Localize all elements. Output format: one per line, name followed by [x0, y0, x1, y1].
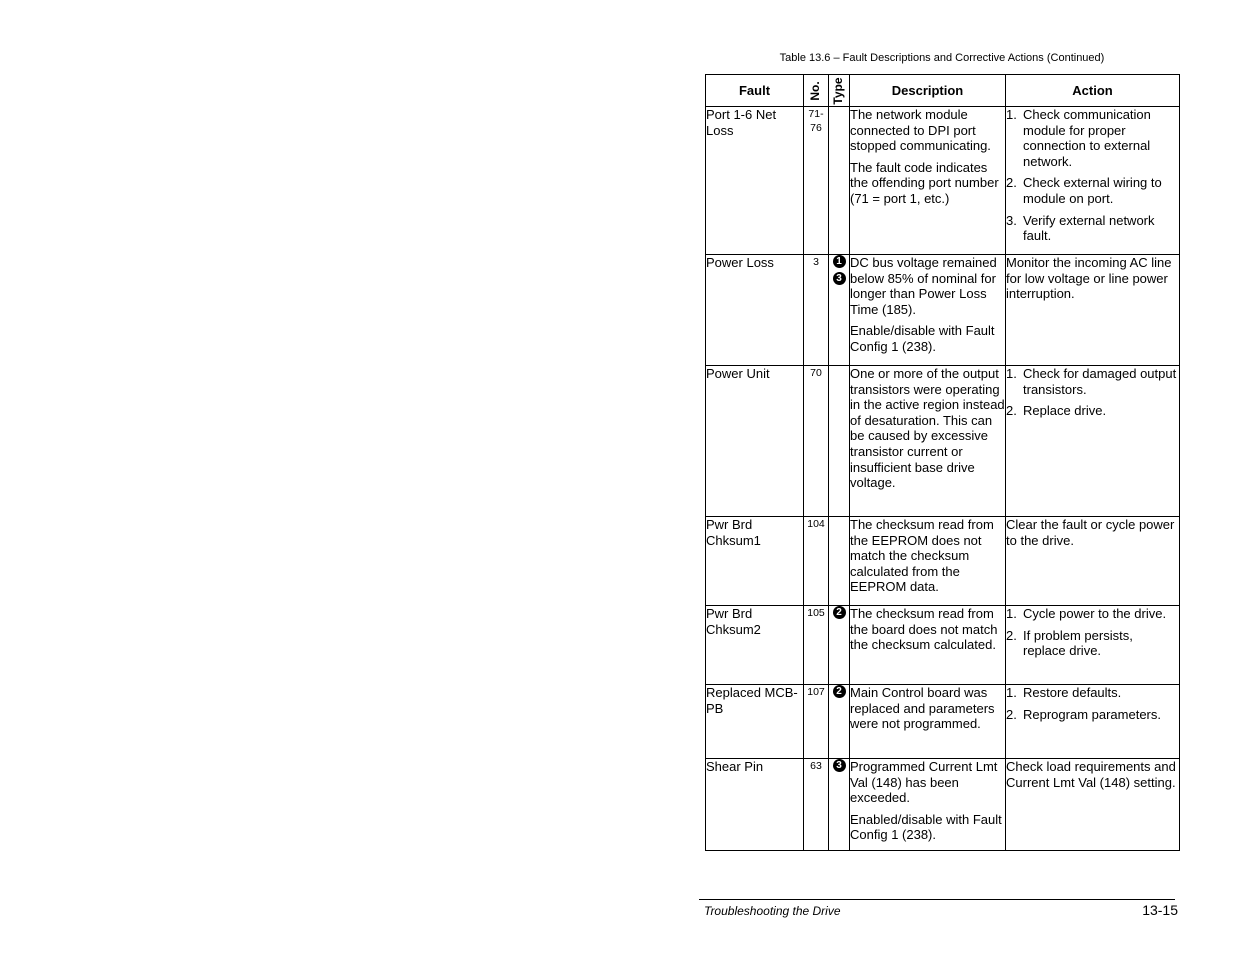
header-type-label: Type — [831, 76, 846, 105]
fault-type-cell — [829, 517, 850, 606]
fault-type-cell — [829, 366, 850, 517]
action-item-number: 1. — [1006, 107, 1017, 122]
fault-type-cell — [829, 759, 850, 851]
action-item — [1006, 628, 1179, 659]
action-item-number: 2. — [1006, 175, 1017, 191]
fault-number: 107 — [804, 685, 829, 759]
fault-number: 63 — [804, 759, 829, 851]
action-item-text: Check communication module for proper connection to external network. — [1023, 107, 1151, 169]
action-item — [1006, 707, 1179, 723]
action-item — [1006, 606, 1179, 622]
fault-type-cell — [829, 107, 850, 255]
action-item-text: Verify external network fault. — [1023, 212, 1155, 244]
action-item — [1006, 107, 1179, 169]
action-item-number: 1. — [1006, 685, 1017, 700]
fault-description — [850, 107, 1006, 255]
fault-description — [850, 759, 1006, 851]
action-item — [1006, 366, 1179, 397]
fault-action — [1006, 517, 1180, 606]
table-row — [706, 255, 1180, 366]
action-list — [1006, 107, 1179, 244]
description-paragraph: Enable/disable with Fault Config 1 (238). — [850, 323, 995, 354]
description-paragraph: DC bus voltage remained below 85% of nominal for longer than Power Loss Time (185). — [850, 255, 997, 317]
table-caption: Table 13.6 – Fault Descriptions and Corrective Actions (Continued) — [779, 52, 1105, 64]
action-item-number: 1. — [1006, 366, 1017, 381]
action-item-text: Cycle power to the drive. — [1023, 606, 1167, 621]
action-item — [1006, 403, 1179, 419]
fault-action — [1006, 107, 1180, 255]
action-list — [1006, 685, 1179, 722]
action-item-number: 2. — [1006, 627, 1017, 643]
description-paragraph: The network module connected to DPI port stopped communicating. — [850, 107, 991, 154]
action-list — [1006, 366, 1179, 419]
description-paragraph: The checksum read from the board does not match the checksum calculated. — [850, 606, 998, 653]
action-item-text: Check external wiring to module on port. — [1023, 175, 1162, 206]
fault-number: 3 — [804, 255, 829, 366]
description-paragraph: The fault code indicates the offending port number (71 = port 1, etc.) — [850, 159, 999, 206]
header-action: Action — [1006, 75, 1180, 107]
fault-name: Pwr Brd Chksum1 — [706, 517, 804, 606]
action-item-number: 3. — [1006, 212, 1017, 228]
action-item — [1006, 213, 1179, 244]
fault-action — [1006, 685, 1180, 759]
action-item-number: 2. — [1006, 403, 1017, 419]
description-paragraph: The checksum read from the EEPROM does not match the checksum calculated from the EEPROM data. — [850, 517, 994, 595]
fault-description — [850, 366, 1006, 517]
fault-number: 70 — [804, 366, 829, 517]
fault-action — [1006, 255, 1180, 366]
type-badge: 3 — [833, 272, 846, 285]
table-row — [706, 759, 1180, 851]
fault-name: Pwr Brd Chksum2 — [706, 606, 804, 685]
fault-name: Shear Pin — [706, 759, 804, 851]
action-item — [1006, 175, 1179, 206]
fault-action — [1006, 606, 1180, 685]
type-badge: 3 — [833, 759, 846, 772]
header-type — [829, 75, 850, 107]
fault-action — [1006, 759, 1180, 851]
action-item — [1006, 685, 1179, 701]
fault-name: Port 1-6 Net Loss — [706, 107, 804, 255]
table-row — [706, 685, 1180, 759]
action-item-text: Check for damaged output transistors. — [1023, 366, 1177, 397]
action-item-text: Restore defaults. — [1023, 685, 1122, 700]
page-number: 13-15 — [1142, 902, 1178, 918]
fault-name: Power Unit — [706, 366, 804, 517]
table-row — [706, 107, 1180, 255]
fault-table-body — [706, 107, 1180, 851]
table-row — [706, 366, 1180, 517]
action-item-number: 2. — [1006, 706, 1017, 722]
action-item-text: Replace drive. — [1023, 403, 1107, 419]
fault-number: 104 — [804, 517, 829, 606]
action-item-number: 1. — [1006, 606, 1017, 621]
action-item-text: If problem persists, replace drive. — [1023, 627, 1133, 659]
fault-type-cell — [829, 255, 850, 366]
action-text: Check load requirements and Current Lmt Val (148) setting. — [1006, 759, 1176, 790]
action-text: Monitor the incoming AC line for low voltage or line power interruption. — [1006, 255, 1172, 302]
fault-number: 105 — [804, 606, 829, 685]
fault-description — [850, 606, 1006, 685]
header-no — [804, 75, 829, 107]
fault-table — [705, 74, 1180, 851]
fault-description — [850, 255, 1006, 366]
description-paragraph: Programmed Current Lmt Val (148) has been exceeded. — [850, 759, 998, 806]
type-badge: 2 — [833, 606, 846, 619]
fault-type-cell — [829, 606, 850, 685]
fault-name: Replaced MCB-PB — [706, 685, 804, 759]
fault-description — [850, 685, 1006, 759]
action-item-text: Reprogram parameters. — [1023, 706, 1161, 722]
fault-number: 71-76 — [804, 107, 829, 255]
action-text: Clear the fault or cycle power to the drive. — [1006, 517, 1175, 548]
type-badge: 1 — [833, 255, 846, 268]
table-row — [706, 517, 1180, 606]
action-list — [1006, 606, 1179, 659]
fault-name: Power Loss — [706, 255, 804, 366]
header-fault: Fault — [706, 75, 804, 107]
table-row — [706, 606, 1180, 685]
type-badge: 2 — [833, 685, 846, 698]
fault-action — [1006, 366, 1180, 517]
header-no-label: No. — [808, 80, 823, 101]
table-header-row — [706, 75, 1180, 107]
description-paragraph: Main Control board was replaced and parameters were not programmed. — [850, 685, 995, 732]
description-paragraph: One or more of the output transistors were operating in the active region instead of desaturation. This can be caused by excessive transistor current or insufficient base drive voltage. — [850, 366, 1005, 491]
fault-description — [850, 517, 1006, 606]
header-description: Description — [850, 75, 1006, 107]
footer-divider — [699, 899, 1175, 900]
footer-section-title: Troubleshooting the Drive — [704, 904, 841, 918]
fault-type-cell — [829, 685, 850, 759]
description-paragraph: Enabled/disable with Fault Config 1 (238). — [850, 811, 1002, 843]
